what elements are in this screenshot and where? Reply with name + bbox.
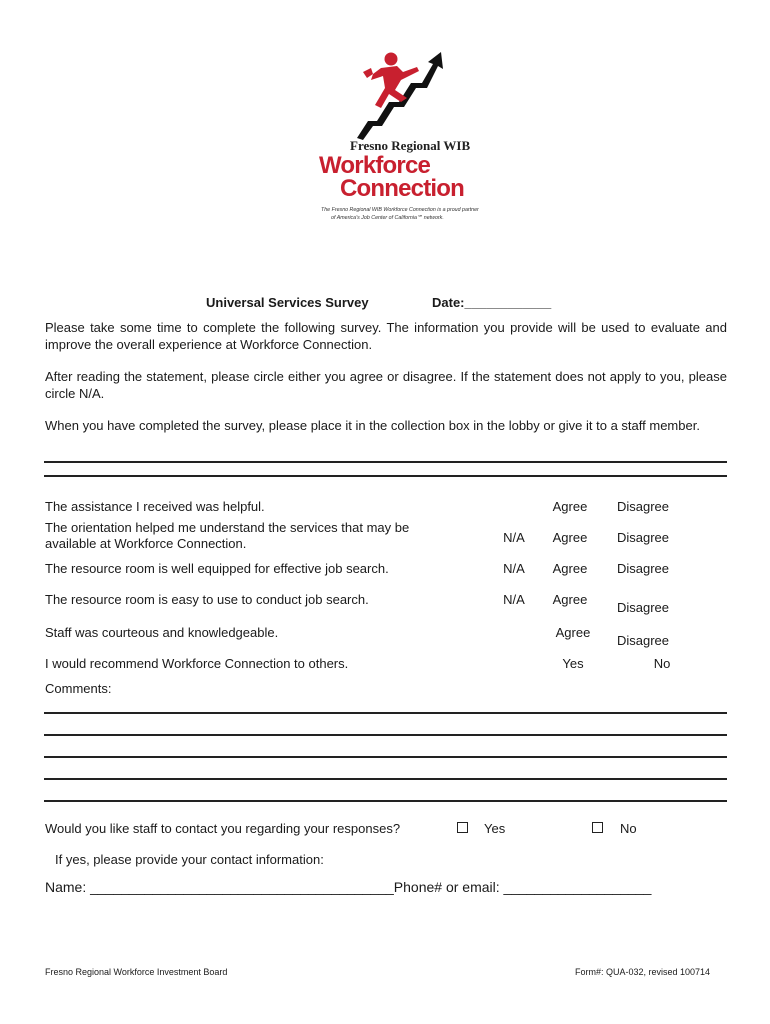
question-6-no[interactable]: No (653, 656, 671, 671)
intro-paragraph-2: After reading the statement, please circle either you agree or disagree. If the statement does not apply to you, please circle N/A. (45, 369, 727, 401)
divider-line (44, 461, 727, 463)
comment-line[interactable] (44, 734, 727, 736)
footer-organization: Fresno Regional Workforce Investment Board (45, 967, 228, 977)
question-3-disagree[interactable]: Disagree (616, 561, 670, 576)
workforce-connection-logo (315, 50, 485, 230)
question-5-text: Staff was courteous and knowledgeable. (45, 625, 279, 640)
question-1-text: The assistance I received was helpful. (45, 499, 265, 514)
comment-line[interactable] (44, 778, 727, 780)
name-phone-email-field[interactable]: Name: _______________________________________Phone# or email: ___________________ (45, 879, 652, 895)
logo-tagline-1: The Fresno Regional WIB Workforce Connection is a proud partner (321, 207, 479, 213)
question-5-disagree[interactable]: Disagree (616, 633, 670, 648)
intro-paragraph-1: Please take some time to complete the following survey. The information you provide will be used to evaluate and improve the overall experience at Workforce Connection. (45, 320, 727, 352)
footer-form-number: Form#: QUA-032, revised 100714 (575, 967, 711, 977)
question-6-yes[interactable]: Yes (562, 656, 584, 671)
comment-line[interactable] (44, 756, 727, 758)
question-3-na[interactable]: N/A (503, 561, 525, 576)
contact-yes-checkbox[interactable] (457, 822, 468, 833)
logo-tagline-2: of America's Job Center of California℠ network. (331, 215, 444, 221)
question-4-disagree[interactable]: Disagree (616, 600, 670, 615)
question-5-agree[interactable]: Agree (555, 625, 591, 640)
question-2-disagree[interactable]: Disagree (616, 530, 670, 545)
question-4-text: The resource room is easy to use to conduct job search. (45, 592, 369, 607)
question-3-agree[interactable]: Agree (552, 561, 588, 576)
contact-no-label: No (620, 821, 637, 836)
survey-title: Universal Services Survey (206, 295, 369, 310)
contact-prompt: If yes, please provide your contact information: (55, 852, 324, 867)
question-3-text: The resource room is well equipped for effective job search. (45, 561, 389, 576)
question-4-na[interactable]: N/A (503, 592, 525, 607)
logo-word-connection: Connection (340, 175, 464, 202)
question-2-text: The orientation helped me understand the services that may be available at Workforce Connection. (45, 520, 410, 551)
comment-line[interactable] (44, 712, 727, 714)
comments-label: Comments: (45, 681, 112, 696)
question-1-agree[interactable]: Agree (552, 499, 588, 514)
question-2-na[interactable]: N/A (503, 530, 525, 545)
comment-line[interactable] (44, 800, 727, 802)
question-4-agree[interactable]: Agree (552, 592, 588, 607)
question-2-agree[interactable]: Agree (552, 530, 588, 545)
contact-yes-label: Yes (484, 821, 506, 836)
question-6-text: I would recommend Workforce Connection to others. (45, 656, 349, 671)
question-1-disagree[interactable]: Disagree (616, 499, 670, 514)
contact-no-checkbox[interactable] (592, 822, 603, 833)
climbing-figure-icon (337, 50, 457, 140)
logo-org-line: Fresno Regional WIB (350, 138, 471, 153)
contact-question: Would you like staff to contact you regarding your responses? (45, 821, 401, 836)
intro-paragraph-3: When you have completed the survey, please place it in the collection box in the lobby or give it to a staff member. (45, 418, 700, 433)
date-field[interactable]: Date:____________ (432, 295, 552, 310)
divider-line (44, 475, 727, 477)
logo-word-workforce: Workforce (319, 152, 431, 179)
